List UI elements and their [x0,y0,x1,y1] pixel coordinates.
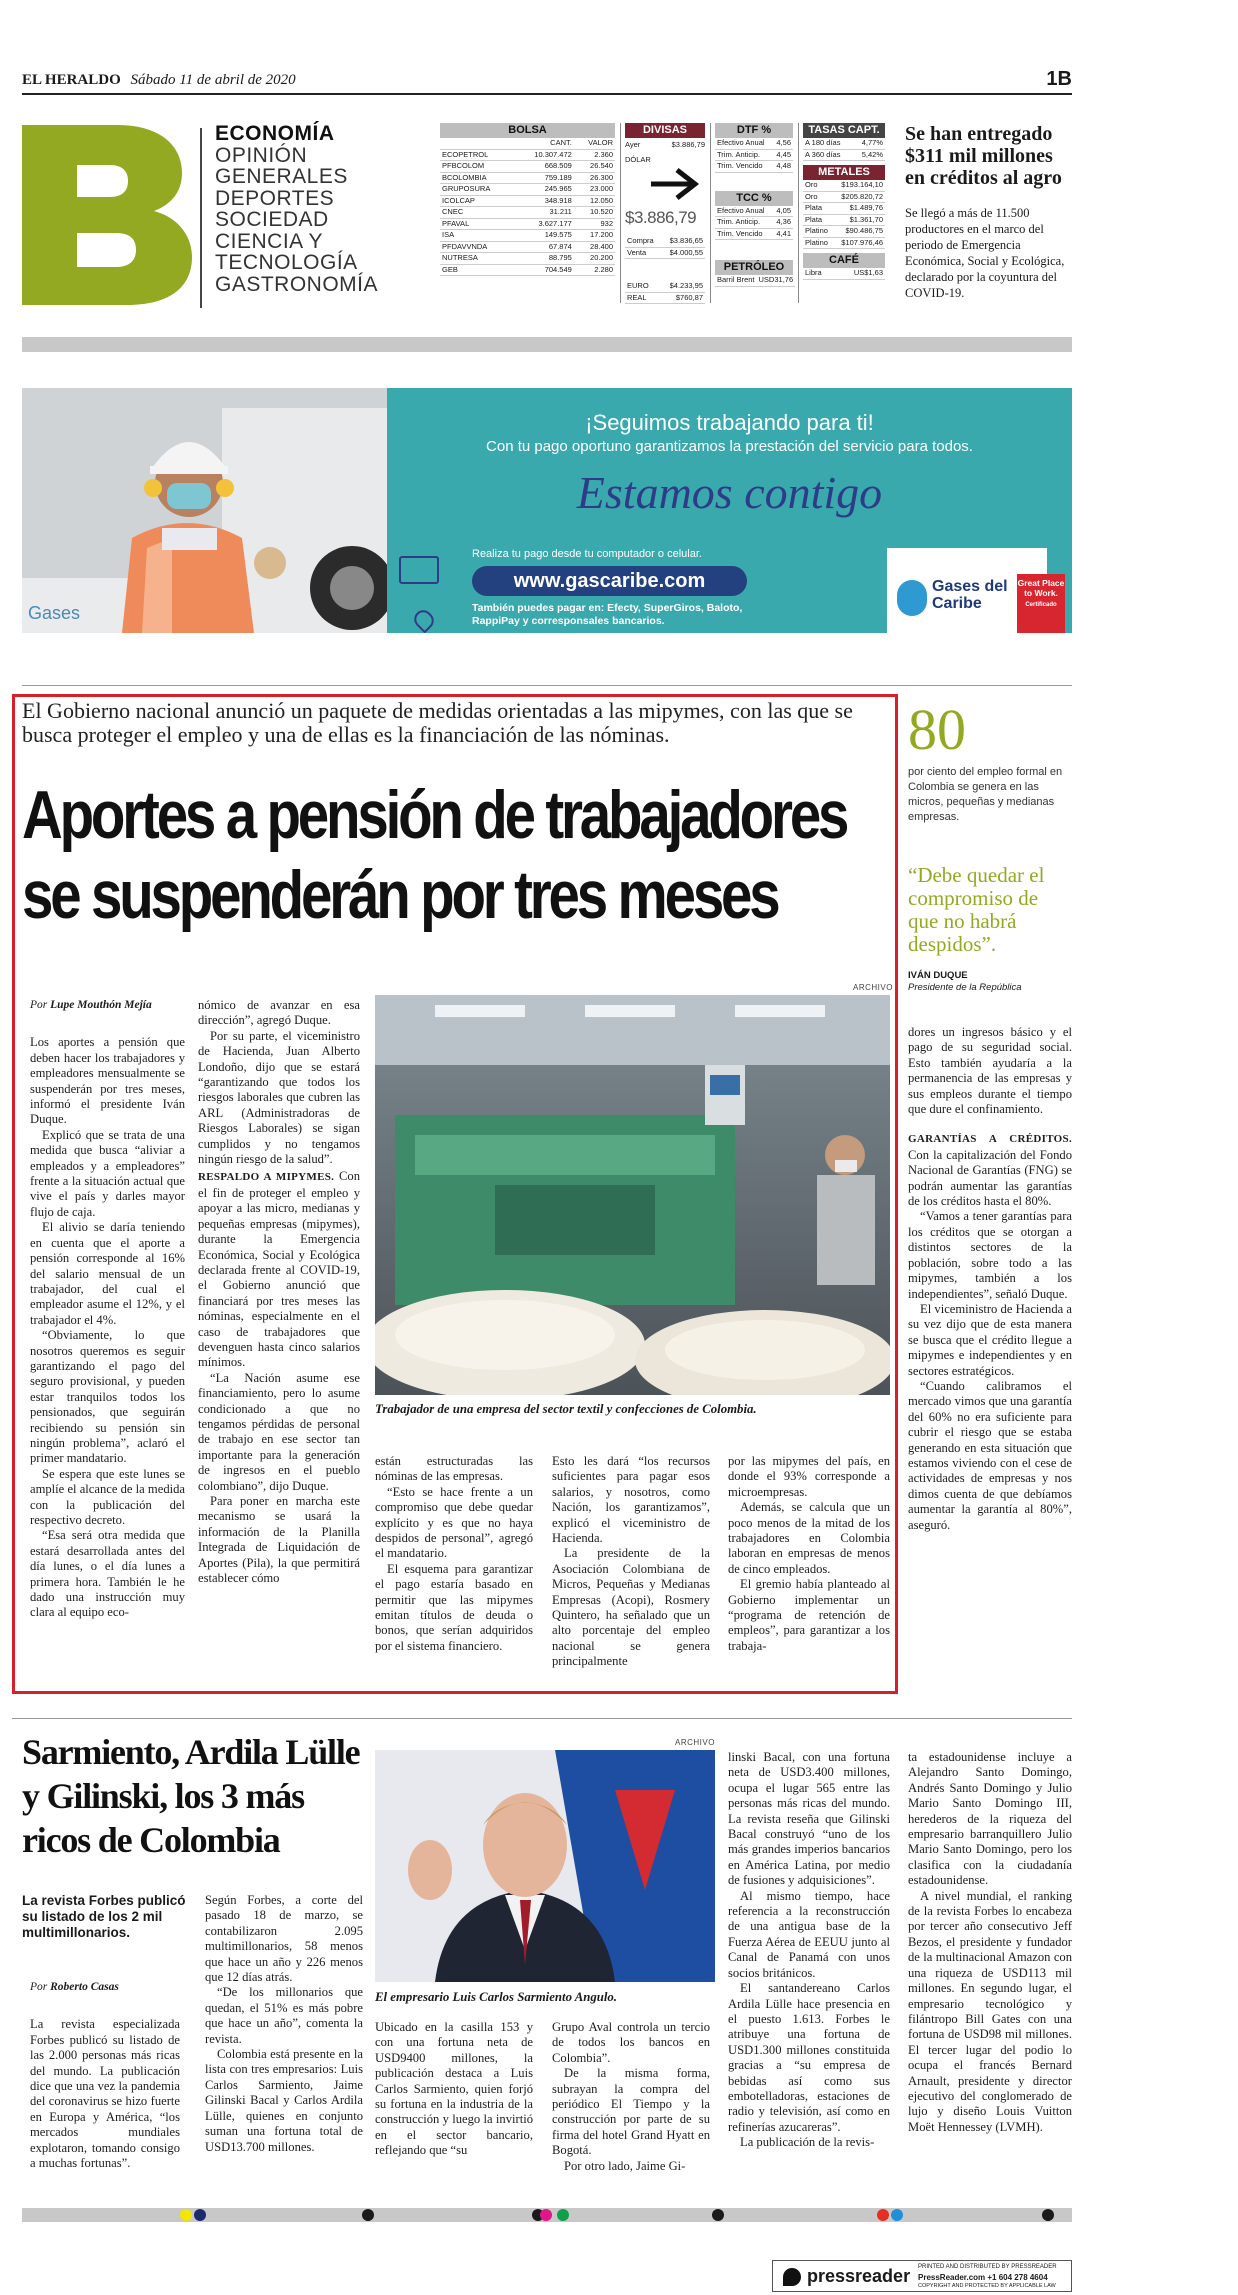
market-cell: $1.489,76 [833,203,885,215]
market-cell: 149.575 [515,230,574,242]
article-deck: El Gobierno nacional anunció un paquete de medidas orientadas a las mipymes, con las que se busca proteger el empleo y una de ellas es la financiación de las nóminas. [22,698,853,747]
market-row [440,241,615,253]
dtf-title: DTF % [715,123,793,138]
textile-worker-photo [375,995,890,1395]
paragraph: por las mipymes del país, en donde el 93% corresponde a microempresas. [728,1454,890,1499]
petroleo-title: PETRÓLEO [715,260,793,275]
photo-caption: El empresario Luis Carlos Sarmiento Angulo. [375,1990,618,2004]
paragraph: El gremio había planteado al Gobierno implementar un “programa de retención de empleos”, para garantizar a los trabaja- [728,1577,890,1653]
paragraph: nómico de avanzar en esa dirección”, agregó Duque. [198,998,360,1028]
issue-date: Sábado 11 de abril de 2020 [130,72,296,88]
paragraph: “Esa será otra medida que estará desarrollada antes del día lunes, o el día lunes a primera hora. También le he dado una instrucción muy clara al equipo eco- [30,1528,185,1620]
venta-label: Venta [625,247,661,259]
market-cell: 26.300 [574,172,615,184]
market-cell: 759.189 [515,172,574,184]
market-cell: 2.280 [574,264,615,276]
green-dot-icon [557,2209,569,2221]
venta-value: $4.000,55 [661,247,705,259]
article-column-5 [728,1454,890,1654]
ad-rule [22,685,1072,686]
market-cell: 932 [574,218,615,230]
market-row [715,161,793,173]
agro-summary: Se llegó a más de 11.500 productores en el marco del periodo de Emergencia Económica, Social y Ecológica, declarado por la coyuntura del COVID-19. [905,206,1065,300]
market-cell: 20.200 [574,253,615,265]
market-cell: 5,42% [853,149,885,161]
paragraph: Para poner en marcha este mecanismo se usará la información de la Planilla Integrada de Liquidación de Aportes (Pila), la que permitirá establecer cómo [198,1494,360,1586]
market-cell: 23.000 [574,184,615,196]
dolar-value: $3.886,79 [625,208,697,227]
market-cell: $107.976,46 [833,237,885,249]
section-bar [22,337,1072,352]
market-row [440,161,615,173]
market-cell: 4,45 [772,149,793,161]
market-cell: US$1,63 [834,268,885,279]
dolar-label: DÓLAR [625,155,651,164]
gascaribe-ad[interactable] [22,388,1072,633]
paragraph: Explicó que se trata de una medida que busca “aliviar a empleados y a empleadores” frente a la situación actual que vive el país y darles mayor flujo de caja. [30,1127,185,1219]
yellow-dot-icon [180,2209,192,2221]
market-row [715,149,793,161]
section-divider [200,128,202,308]
market-cell: Trim. Vencido [715,228,772,240]
metales-title: METALES [803,165,885,180]
subhead-garantias: GARANTÍAS A CRÉDITOS. [908,1133,1072,1146]
paragraph: “Cuando calibramos el mercado vimos que una garantía del 60% no era suficiente para cubrir el riesgo que se estaba generando en esta situación que estamos viviendo con el cese de actividades de empresas y nos dimos cuenta de que debíamos aumentar la garantía al 80%”, aseguró. [908,1378,1072,1532]
byline-author: Roberto Casas [50,1981,119,1993]
article-column-6 [908,1025,1072,1533]
market-row [440,207,615,219]
market-row [715,206,793,217]
ad-pay-points: También puedes pagar en: Efecty, SuperGiros, Baloto, RappiPay y corresponsales bancarios. [472,602,743,627]
market-cell: GRUPOSURA [440,184,515,196]
market-cell: 17.200 [574,230,615,242]
market-row [440,195,615,207]
computer-icon [399,556,439,584]
article2-column-4 [552,2020,710,2174]
market-cell: $90.486,75 [833,226,885,238]
byline-author: Lupe Mouthón Mejía [50,999,152,1011]
market-divider [710,123,711,303]
article-separator [12,1718,1072,1719]
col-header: VALOR [574,138,615,149]
market-row [715,275,795,286]
market-cell: 3.627.177 [515,218,574,230]
masthead [22,68,1072,102]
article2-column-6 [908,1750,1072,2135]
article-column-2 [198,998,360,1586]
market-cell: 10.307.472 [515,149,574,161]
market-cell: Efectivo Anual [715,206,772,217]
bolsa-title: BOLSA [440,123,615,138]
sarmiento-photo [375,1750,715,1982]
col-header: CANT. [515,138,574,149]
section-item: TECNOLOGÍA [215,251,358,274]
market-cell: PFDAVVNDA [440,241,515,253]
article-column-3 [375,1454,533,1654]
paragraph: Colombia está presente en la lista con tres empresarios: Luis Carlos Sarmiento, Jaime Gilinski Bacal y Carlos Ardila Lülle, quienes en conjunto suman una fortuna total de USD13.700 millones. [205,2047,363,2154]
paragraph: dores un ingresos básico y el pago de su seguridad social. Esto también ayudaría a la permanencia de las empresas y sus empleos durante el tiempo que dure el confinamiento. [908,1025,1072,1117]
photo-caption: Trabajador de una empresa del sector textil y confecciones de Colombia. [375,1402,757,1416]
quote-role: Presidente de la República [908,982,1022,993]
black-dot-icon [712,2209,724,2221]
gptw-badge-text: Great Place to Work. [1017,578,1065,598]
market-cell: 12.050 [574,195,615,207]
paragraph: A nivel mundial, el ranking de la revista Forbes lo encabeza por tercer año consecutivo Jeff Bezos, el presidente y fundador de la multinacional Amazon con una riqueza de USD113 mil millones. En segundo lugar, el empresario tecnológico y filántropo Bill Gates con una fortuna de USD98 mil millones. El tercer lugar del podio lo ocupa el francés Bernard Arnault, presidente y director ejecutivo del conglomerado de lujo y diseño Louis Vuitton Moët Hennessey (LVMH). [908,1888,1072,2134]
tcc-title: TCC % [715,191,793,206]
paragraph: Con la capitalización del Fondo Nacional de Garantías (FNG) se podrán aumentar las garantías de los créditos hasta el 80%. [908,1147,1072,1209]
quote-attribution [908,970,1073,994]
metals-panel [803,123,885,280]
market-cell: 67.874 [515,241,574,253]
section-item: CIENCIA Y [215,229,323,253]
gptw-badge-sub: Certificado [1025,602,1057,608]
article2-headline[interactable]: Sarmiento, Ardila Lülle y Gilinski, los 3 más ricos de Colombia [22,1732,360,1860]
rates-panel [715,123,793,287]
market-row [715,138,793,149]
article-column-4 [552,1454,710,1670]
blue-dot-icon [891,2209,903,2221]
paragraph: Por su parte, el viceministro de Hacienda, Juan Alberto Londoño, dijo que se estará “garantizando que todos los riesgos laborales que cubren las ARL (Administradoras de Riesgos Laborales) se sigan cumplidos y no tengamos ningún riesgo de la salud”. [198,1028,360,1167]
real-label: REAL [625,292,658,304]
market-row [440,184,615,196]
market-cell: 4,56 [772,138,793,149]
euro-label: EURO [625,281,658,292]
market-cell: PFAVAL [440,218,515,230]
market-cell: A 180 días [803,138,853,149]
market-cell: Efectivo Anual [715,138,772,149]
section-b-logo [22,125,192,305]
page-number: 1B [1046,68,1072,90]
bolsa-table [440,123,615,276]
market-row [803,226,885,238]
market-row [803,138,885,149]
ad-photo-worker [22,388,387,633]
paragraph: “Vamos a tener garantías para los créditos que se otorgan a distintos sectores de la población, sobre todo a las mipymes, también a los independientes”, señaló Duque. [908,1209,1072,1301]
divisas-panel [625,123,705,304]
byline [30,1980,180,1995]
market-cell: PFBCOLOM [440,161,515,173]
market-cell: 4,48 [772,161,793,173]
section-item: ECONOMÍA [215,122,335,145]
paragraph: están estructuradas las nóminas de las empresas. [375,1454,533,1484]
pull-quote: “Debe quedar el compromiso de que no habrá despidos”. [908,863,1045,956]
quote-name: IVÁN DUQUE [908,970,968,981]
column-text [198,1371,360,1587]
market-row [803,180,885,191]
market-row [440,230,615,242]
market-cell: Oro [803,180,833,191]
market-cell: $205.820,72 [833,191,885,203]
market-row [440,172,615,184]
market-cell: 28.400 [574,241,615,253]
pressreader-logo-icon [783,2268,801,2286]
paragraph: linski Bacal, con una fortuna neta de USD3.400 millones, ocupa el lugar 565 entre las personas más ricas del mundo. La revista reseña que Gilinski Bacal construyó “uno de los más grandes imperios bancarios en América Latina, por medio de fusiones y adquisiciones”. [728,1750,890,1888]
market-cell: Trim. Anticip. [715,217,772,229]
market-cell: 4,41 [772,228,793,240]
location-pin-icon [411,607,438,633]
market-row [715,217,793,229]
market-cell: Platino [803,226,833,238]
compra-value: $3.836,65 [661,236,705,247]
stat-number: 80 [908,697,966,762]
paragraph: La revista especializada Forbes publicó su listado de las 2.000 personas más ricas del mundo. La publicación dice que una vez la pandemia del coronavirus se hizo fuerte en Europa y América, “los mercados mundiales explotaron, tomando consigo a muchas fortunas”. [30,2017,180,2171]
market-cell: Platino [803,237,833,249]
market-cell: 88.795 [515,253,574,265]
market-cell: 31.211 [515,207,574,219]
market-cell: 348.918 [515,195,574,207]
paragraph: Esto les dará “los recursos suficientes para pagar esos salarios, y nosotros, como Nación, los garantizamos”, explicó el viceministro de Hacienda. [552,1454,710,1546]
divisas-title: DIVISAS [625,123,705,138]
pressreader-stamp [772,2260,1072,2292]
pressreader-brand: pressreader [807,2266,911,2286]
paragraph: “Obviamente, lo que nosotros queremos es seguir garantizando el pago del seguro provisional, y pueden estar tranquilos todos los pensionados, que seguirán recibiendo su pensión sin ningún problema”, aclaró el primer mandatario. [30,1328,185,1466]
market-cell: 668.509 [515,161,574,173]
compra-label: Compra [625,236,661,247]
b-letter-icon [22,125,192,305]
paragraph: Además, se calcula que un poco menos de la mitad de los trabajadores en Colombia laboran en empresas de menos de cinco empleados. [728,1500,890,1576]
market-cell: NUTRESA [440,253,515,265]
paragraph: El esquema para garantizar el pago estaría basado en permitir que las mipymes emitan títulos de deuda o bonos, que serían adquiridos por el sistema financiero. [375,1561,533,1653]
market-cell: Trim. Anticip. [715,149,772,161]
masthead-rule [22,93,1072,95]
market-divider [620,123,621,303]
section-item: OPINIÓN [215,143,308,167]
market-cell: 4,36 [772,217,793,229]
article2-subhead: La revista Forbes publicó su listado de los 2 mil multimillonarios. [22,1893,186,1940]
market-cell: 2.360 [574,149,615,161]
market-cell: A 360 días [803,149,853,161]
ad-headline: ¡Seguimos trabajando para ti! [585,410,874,435]
market-cell: Oro [803,191,833,203]
market-cell: 704.549 [515,264,574,276]
paragraph: De la misma forma, subrayan la compra del periódico El Tiempo y la construcción por parte de su firma del hotel Grand Hyatt en Bogotá. [552,2066,710,2158]
paragraph: Se espera que este lunes se amplíe el alcance de la medida con la publicación del respectivo decreto. [30,1466,185,1527]
flame-logo-icon [897,580,927,616]
section-list [215,123,415,295]
market-cell: ECOPETROL [440,149,515,161]
article2-column-5 [728,1750,890,2151]
market-cell: Plata [803,214,833,226]
section-item: DEPORTES [215,186,335,210]
ad-script: Estamos contigo [576,467,883,518]
market-cell: ISA [440,230,515,242]
paragraph: Los aportes a pensión que deben hacer los trabajadores y empleadores mensualmente se suspenderán por tres meses, informó el presidente Iván Duque. [30,1035,185,1127]
section-item: SOCIEDAD [215,208,329,231]
arrow-right-icon [625,164,705,204]
market-cell: CNEC [440,207,515,219]
market-row [803,214,885,226]
market-cell: Plata [803,203,833,215]
market-cell: Barril Brent [717,275,755,284]
market-cell: 4,05 [772,206,793,217]
pr-line-3: COPYRIGHT AND PROTECTED BY APPLICABLE LAW [918,2283,1056,2289]
paragraph: La presidente de la Asociación Colombiana de Micros, Pequeñas y Medianas Empresas (Acopi), Rosmery Quintero, ha señalado que un alto porcentaje del empleo nacional se genera principalmente [552,1546,710,1669]
ayer-value: $3.886,79 [671,140,705,149]
paragraph: “La Nación asume ese financiamiento, pero lo asume condicionado a que no tengamos pérdidas de personal de trabajo en ese sector tan importante para la generación de ingresos en el pueblo colombiano”, dijo Duque. [198,1370,360,1493]
market-row [440,218,615,230]
article2-column-1 [30,1980,180,2171]
byline-prefix: Por [30,1981,48,1993]
article2-column-3 [375,2020,533,2159]
stat-description: por ciento del empleo formal en Colombia se genera en las micros, pequeñas y medianas empresas. [908,766,1063,823]
ad-brand-name: Gases del Caribe [932,578,1008,612]
market-row [715,228,793,240]
paragraph: El alivio se daría teniendo en cuenta que el aporte a pensión corresponde al 16% del salario mensual de un trabajador, del cual el empleador asume el 12%, y el trabajador el 4%. [30,1220,185,1327]
byline-prefix: Por [30,999,48,1011]
cafe-title: CAFÉ [803,253,885,268]
market-cell: 245.965 [515,184,574,196]
market-row [803,191,885,203]
market-row [440,149,615,161]
paragraph: Por otro lado, Jaime Gi- [564,2158,686,2173]
market-cell: GEB [440,264,515,276]
agro-headline[interactable]: Se han entregado $311 mil millones en créditos al agro [905,123,1062,189]
pr-line-1: PRINTED AND DISTRIBUTED BY PRESSREADER [918,2264,1057,2270]
photo-credit: ARCHIVO [853,983,893,992]
article-headline[interactable]: Aportes a pensión de trabajadores se suspenderán por tres meses [22,777,847,933]
column-text [30,1035,185,1620]
subhead-mipymes: RESPALDO A MIPYMES. [198,1171,335,1184]
bolsa-rows [440,138,615,276]
section-item: GENERALES [215,165,348,188]
paragraph: ta estadounidense incluye a Alejandro Santo Domingo, Andrés Santo Domingo y Julio Mario Santo Domingo III, herederos de la riqueza del empresario barranquillero Julio Mario Santo Domingo, pero los clasifica con la ciudadanía estadounidense. [908,1750,1072,1888]
subhead-paragraph [908,1131,1072,1209]
market-cell: 4,77% [853,138,885,149]
market-cell: 10.520 [574,207,615,219]
gptw-badge [1017,574,1065,633]
market-row [803,268,885,279]
newspaper-name: EL HERALDO [22,72,121,88]
paragraph: Al mismo tiempo, hace referencia a la reconstrucción de una antigua base de la Fuerza Aérea de EEUU junto al Canal de Panamá con unos socios británicos. [728,1888,890,1980]
ad-photo-brand: Gases [28,603,81,623]
market-row [803,149,885,161]
paragraph: Con el fin de proteger el empleo y apoyar a las micro, medianas y pequeñas empresas (mipymes), durante la Emergencia Económica, Social y Ecológica declarada frente al COVID-19, el Gobierno anunció que financiará por tres meses las nóminas, especialmente en el caso de trabajadores que devenguen hasta cinco salarios mínimos. [198,1169,360,1370]
euro-value: $4.233,95 [658,281,705,292]
registration-bar [22,2208,1072,2222]
red-dot-icon [877,2209,889,2221]
market-cell: Trim. Vencido [715,161,772,173]
magenta-dot-icon [540,2209,552,2221]
black-dot-icon [362,2209,374,2221]
paragraph: La publicación de la revis- [740,2135,875,2150]
market-cell: BCOLOMBIA [440,172,515,184]
market-divider [798,123,799,303]
black-dot-icon [1042,2209,1054,2221]
market-row [440,264,615,276]
market-cell: $1.361,70 [833,214,885,226]
ad-pay-text: Realiza tu pago desde tu computador o celular. [472,548,702,560]
paragraph: “Esto se hace frente a un compromiso que debe quedar explícito y es que no haya despidos de personal”, agregó el mandatario. [375,1484,533,1561]
market-cell: ICOLCAP [440,195,515,207]
ayer-label: Ayer [625,140,641,149]
paragraph: El viceministro de Hacienda a su vez dijo que de esta manera se busca que el crédito llegue a mipymes e independientes y en sectores estratégicos. [908,1301,1072,1378]
ad-content [387,388,1072,633]
paragraph: Según Forbes, a corte del pasado 18 de marzo, se contabilizaron 2.095 multimillonarios, 58 menos que hace un año y 226 menos que 12 días atrás. [205,1893,363,1985]
tasas-title: TASAS CAPT. [803,123,885,138]
market-cell: USD31,76 [758,275,794,284]
photo-credit: ARCHIVO [675,1738,715,1747]
paragraph: “De los millonarios que quedan, el 51% es más pobre que hace un año”, comenta la revista. [205,1985,363,2046]
pr-line-2: PressReader.com +1 604 278 4604 [918,2273,1048,2282]
market-cell: Libra [803,268,834,279]
byline [30,998,185,1013]
article-column-1 [30,998,185,1621]
market-row [803,203,885,215]
ad-subheadline: Con tu pago oportuno garantizamos la prestación del servicio para todos. [486,438,973,455]
section-item: GASTRONOMÍA [215,272,379,296]
market-cell: $193.164,10 [833,180,885,191]
market-row [440,253,615,265]
navy-dot-icon [194,2209,206,2221]
subhead-paragraph [198,1169,360,1370]
column-text [198,998,360,1167]
paragraph: El santandereano Carlos Ardila Lülle hace presencia en el puesto 1.613. Forbes le atribuye una fortuna de USD1.300 millones constituida gracias a “su empresa de bebidas así como sus embotelladoras, estaciones de radio y televisión, así como en refinerías azucareras”. [728,1981,890,2134]
paragraph: Ubicado en la casilla 153 y con una fortuna neta de USD9400 millones, la publicación destaca a Luis Carlos Sarmiento, quien forjó su fortuna en la industria de la construcción y luego la invirtió en el sector bancario, reflejando que “su [375,2020,533,2158]
paragraph: Grupo Aval controla un tercio de todos los bancos en Colombia”. [552,2020,710,2065]
market-row [803,237,885,249]
ad-url[interactable]: www.gascaribe.com [472,566,747,596]
real-value: $760,87 [658,292,705,304]
market-cell: 26.540 [574,161,615,173]
article2-column-2 [205,1893,363,2155]
